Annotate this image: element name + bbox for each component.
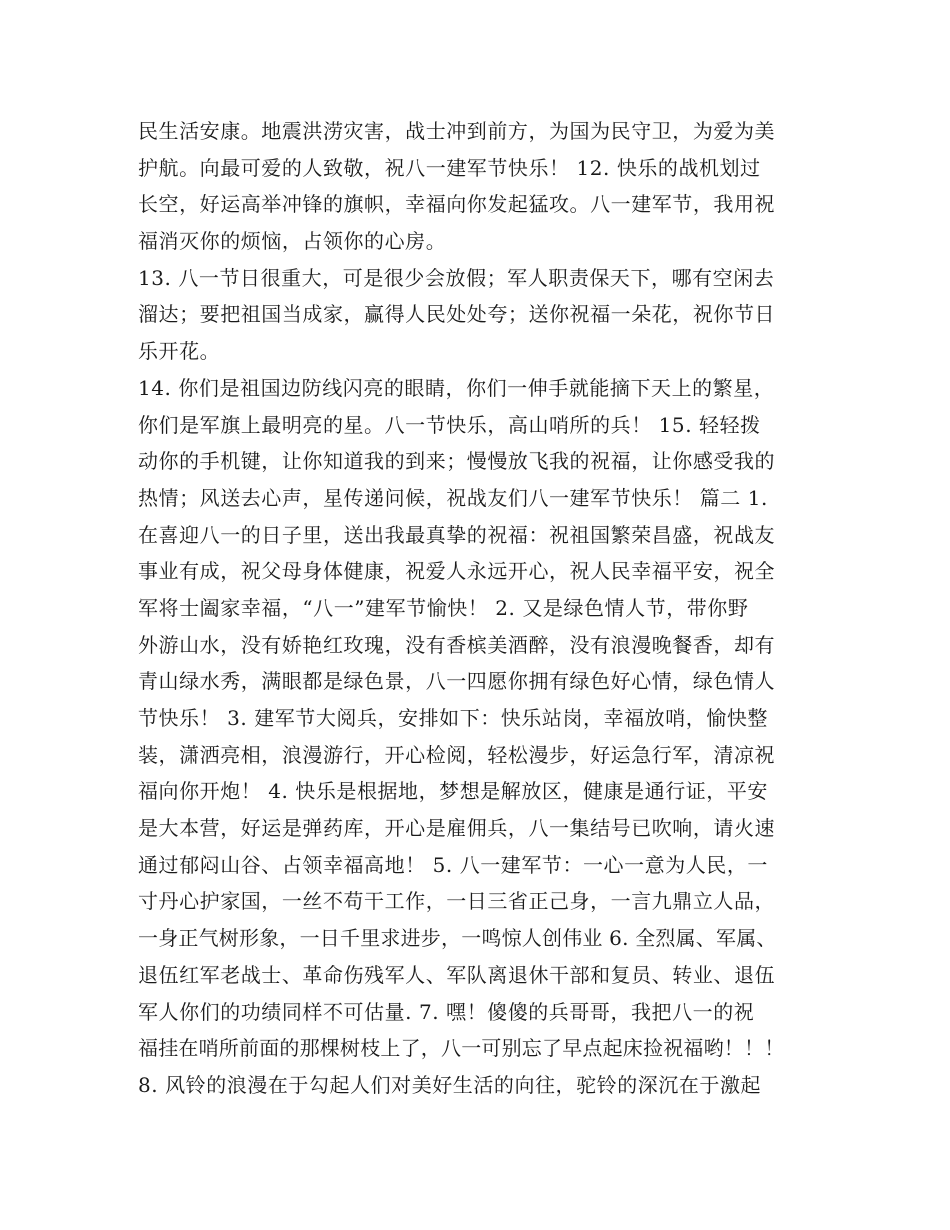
text-line: 军人你们的功绩同样不可估量. 7. 嘿！傻傻的兵哥哥，我把八一的祝 bbox=[138, 999, 755, 1024]
text-line: 是大本营，好运是弹药库，开心是雇佣兵，八一集结号已吹响，请火速 bbox=[138, 816, 776, 841]
text-line: 在喜迎八一的日子里，送出我最真挚的祝福：祝祖国繁荣昌盛，祝战友 bbox=[138, 522, 776, 547]
text-line: 退伍红军老战士、革命伤残军人、军队离退休干部和复员、转业、退伍 bbox=[138, 962, 776, 987]
text-line: 你们是军旗上最明亮的星。八一节快乐，高山哨所的兵！ 15. 轻轻拨 bbox=[138, 412, 761, 437]
text-line: 福消灭你的烦恼，占领你的心房。 bbox=[138, 229, 447, 254]
text-line: 节快乐！ 3. 建军节大阅兵，安排如下：快乐站岗，幸福放哨，愉快整 bbox=[138, 706, 768, 730]
text-line: 乐开花。 bbox=[138, 339, 221, 364]
text-line: 13. 八一节日很重大，可是很少会放假；军人职责保天下，哪有空闲去 bbox=[138, 265, 775, 290]
text-line: 长空，好运高举冲锋的旗帜，幸福向你发起猛攻。八一建军节，我用祝 bbox=[138, 192, 776, 217]
text-line: 护航。向最可爱的人致敬，祝八一建军节快乐！ 12. 快乐的战机划过 bbox=[138, 155, 761, 180]
text-line: 事业有成，祝父母身体健康，祝爱人永远开心，祝人民幸福平安，祝全 bbox=[138, 559, 776, 584]
text-line: 寸丹心护家国，一丝不苟干工作，一日三省正己身，一言九鼎立人品， bbox=[138, 889, 776, 914]
text-line: 动你的手机键，让你知道我的到来；慢慢放飞我的祝福，让你感受我的 bbox=[138, 449, 776, 474]
text-line: 溜达；要把祖国当成家，赢得人民处处夸；送你祝福一朵花，祝你节日 bbox=[138, 302, 776, 327]
text-line: 福向你开炮！ 4. 快乐是根据地，梦想是解放区，健康是通行证，平安 bbox=[138, 779, 768, 804]
text-line: 民生活安康。地震洪涝灾害，战士冲到前方，为国为民守卫，为爱为美 bbox=[138, 119, 776, 143]
text-line: 14. 你们是祖国边防线闪亮的眼睛，你们一伸手就能摘下天上的繁星， bbox=[138, 375, 775, 400]
text-line: 装，潇洒亮相，浪漫游行，开心检阅，轻松漫步，好运急行军，清凉祝 bbox=[138, 742, 776, 767]
text-line: 一身正气树形象，一日千里求进步，一鸣惊人创伟业 6. 全烈属、军属、 bbox=[138, 926, 777, 951]
text-line: 福挂在哨所前面的那棵树枝上了，八一可别忘了早点起床捡祝福哟！！！ bbox=[138, 1036, 785, 1061]
text-line: 8. 风铃的浪漫在于勾起人们对美好生活的向往，驼铃的深沉在于激起 bbox=[138, 1072, 762, 1097]
body-text bbox=[138, 113, 838, 1104]
text-line: 军将士阖家幸福，“八一”建军节愉快！ 2. 又是绿色情人节，带你野 bbox=[138, 595, 749, 620]
text-line: 通过郁闷山谷、占领幸福高地！ 5. 八一建军节：一心一意为人民，一 bbox=[138, 852, 768, 877]
text-line: 热情；风送去心声，星传递问候，祝战友们八一建军节快乐！ 篇二 1. bbox=[138, 485, 768, 510]
text-line: 青山绿水秀，满眼都是绿色景，八一四愿你拥有绿色好心情，绿色情人 bbox=[138, 669, 776, 694]
text-line: 外游山水，没有娇艳红玫瑰，没有香槟美酒醉，没有浪漫晚餐香，却有 bbox=[138, 632, 776, 657]
